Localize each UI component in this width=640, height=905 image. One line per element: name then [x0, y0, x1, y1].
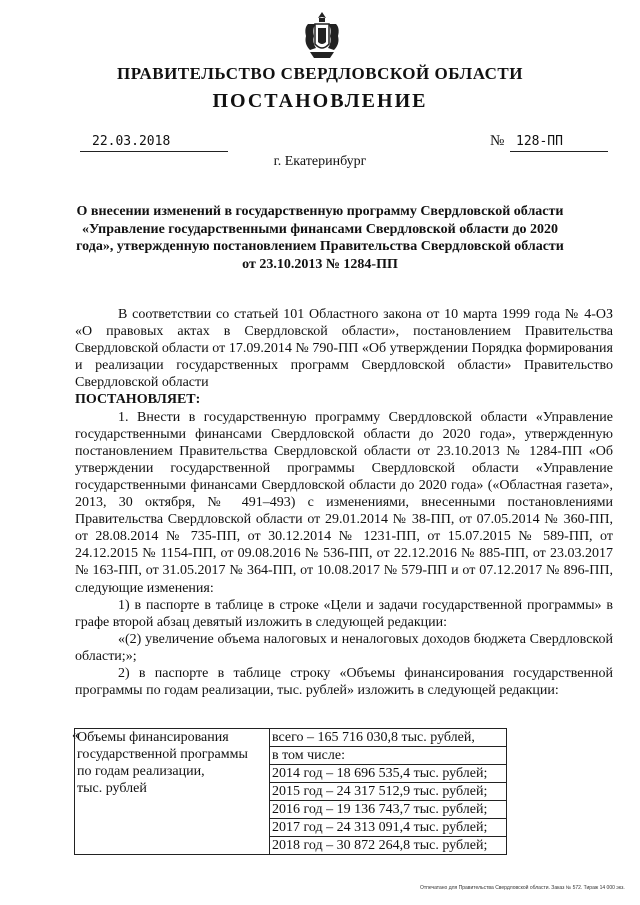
- number-label: №: [490, 133, 505, 149]
- number-underline: [510, 151, 608, 152]
- city: г. Екатеринбург: [273, 154, 367, 169]
- table-label-line: Объемы финансирования: [77, 730, 229, 745]
- table-cell-value: всего – 165 716 030,8 тыс. рублей,: [270, 729, 507, 747]
- table-cell-value: 2017 год – 24 313 091,4 тыс. рублей;: [270, 819, 507, 837]
- date-underline: [80, 151, 228, 152]
- financing-table: [74, 728, 507, 855]
- government-name: ПРАВИТЕЛЬСТВО СВЕРДЛОВСКОЙ ОБЛАСТИ: [117, 64, 523, 83]
- table-cell-value: 2016 год – 19 136 743,7 тыс. рублей;: [270, 801, 507, 819]
- coat-of-arms-icon: [300, 8, 344, 62]
- print-footer: Отпечатано для Правительства Свердловской области. Заказ № 572. Тираж 14 000 экз.: [420, 885, 625, 891]
- document-body: [75, 306, 613, 699]
- table-cell-value: в том числе:: [270, 747, 507, 765]
- paragraph-quote: «(2) увеличение объема налоговых и неналоговых доходов бюджета Свердловской области;»;: [75, 631, 613, 664]
- paragraph-preamble: В соответствии со статьей 101 Областного закона от 10 марта 1999 года № 4-ОЗ «О правовых актах в Свердловской области», постановлением Правительства Свердловской области от 17.09.2014 № 790-ПП «Об утверждении Порядка формирования и реализации государственных программ Свердловской области» Правительство Свердловской области: [75, 307, 613, 391]
- table-cell-value: 2018 год – 30 872 264,8 тыс. рублей;: [270, 837, 507, 855]
- table-label-line: по годам реализации,: [77, 764, 205, 779]
- document-date: 22.03.2018: [92, 134, 171, 149]
- paragraph-item-1: 1. Внести в государственную программу Свердловской области «Управление государственными финансами Свердловской области до 2020 года», утвержденную постановлением Правительства Свердловской области от 23.10.2013 № 1284-ПП «Об утверждении государственной программы Свердловской области «Управление государственными финансами Свердловской области до 2020 года» («Областная газета», 2013, 30 октября, № 491–493) с изменениями, внесенными постановлениями Правительства Свердловской области от 29.01.2014 № 38-ПП, от 07.05.2014 № 360-ПП, от 28.08.2014 № 735-ПП, от 30.12.2014 № 1231-ПП, от 15.07.2015 № 589-ПП, от 24.12.2015 № 1154-ПП, от 09.08.2016 № 536-ПП, от 22.12.2016 № 885-ПП, от 23.03.2017 № 163-ПП, от 31.05.2017 № 364-ПП, от 10.08.2017 № 579-ПП и от 07.12.2017 № 896-ПП, следующие изменения:: [75, 409, 613, 596]
- paragraph-subitem-2: 2) в паспорте в таблице строку «Объемы финансирования государственной программы по годам реализации, тыс. рублей» изложить в следующей редакции:: [75, 665, 613, 699]
- table-cell-value: 2015 год – 24 317 512,9 тыс. рублей;: [270, 783, 507, 801]
- paragraph-subitem-1: 1) в паспорте в таблице в строке «Цели и задачи государственной программы» в графе второй абзац девятый изложить в следующей редакции:: [75, 597, 613, 630]
- table-label-line: тыс. рублей: [77, 781, 147, 796]
- table-cell-label: [75, 729, 270, 855]
- table-cell-value: 2014 год – 18 696 535,4 тыс. рублей;: [270, 765, 507, 783]
- document-type: ПОСТАНОВЛЕНИЕ: [212, 90, 428, 112]
- document-title: О внесении изменений в государственную программу Свердловской области «Управление государственными финансами Свердловской области до 2020 года», утвержденную постановлением Правительства Свердловской области от 23.10.2013 № 1284-ПП: [76, 204, 564, 272]
- table-label-line: государственной программы: [77, 747, 248, 762]
- table-open-quote: «: [72, 728, 79, 743]
- decree-word: ПОСТАНОВЛЯЕТ:: [75, 392, 201, 408]
- document-number: 128-ПП: [516, 134, 563, 149]
